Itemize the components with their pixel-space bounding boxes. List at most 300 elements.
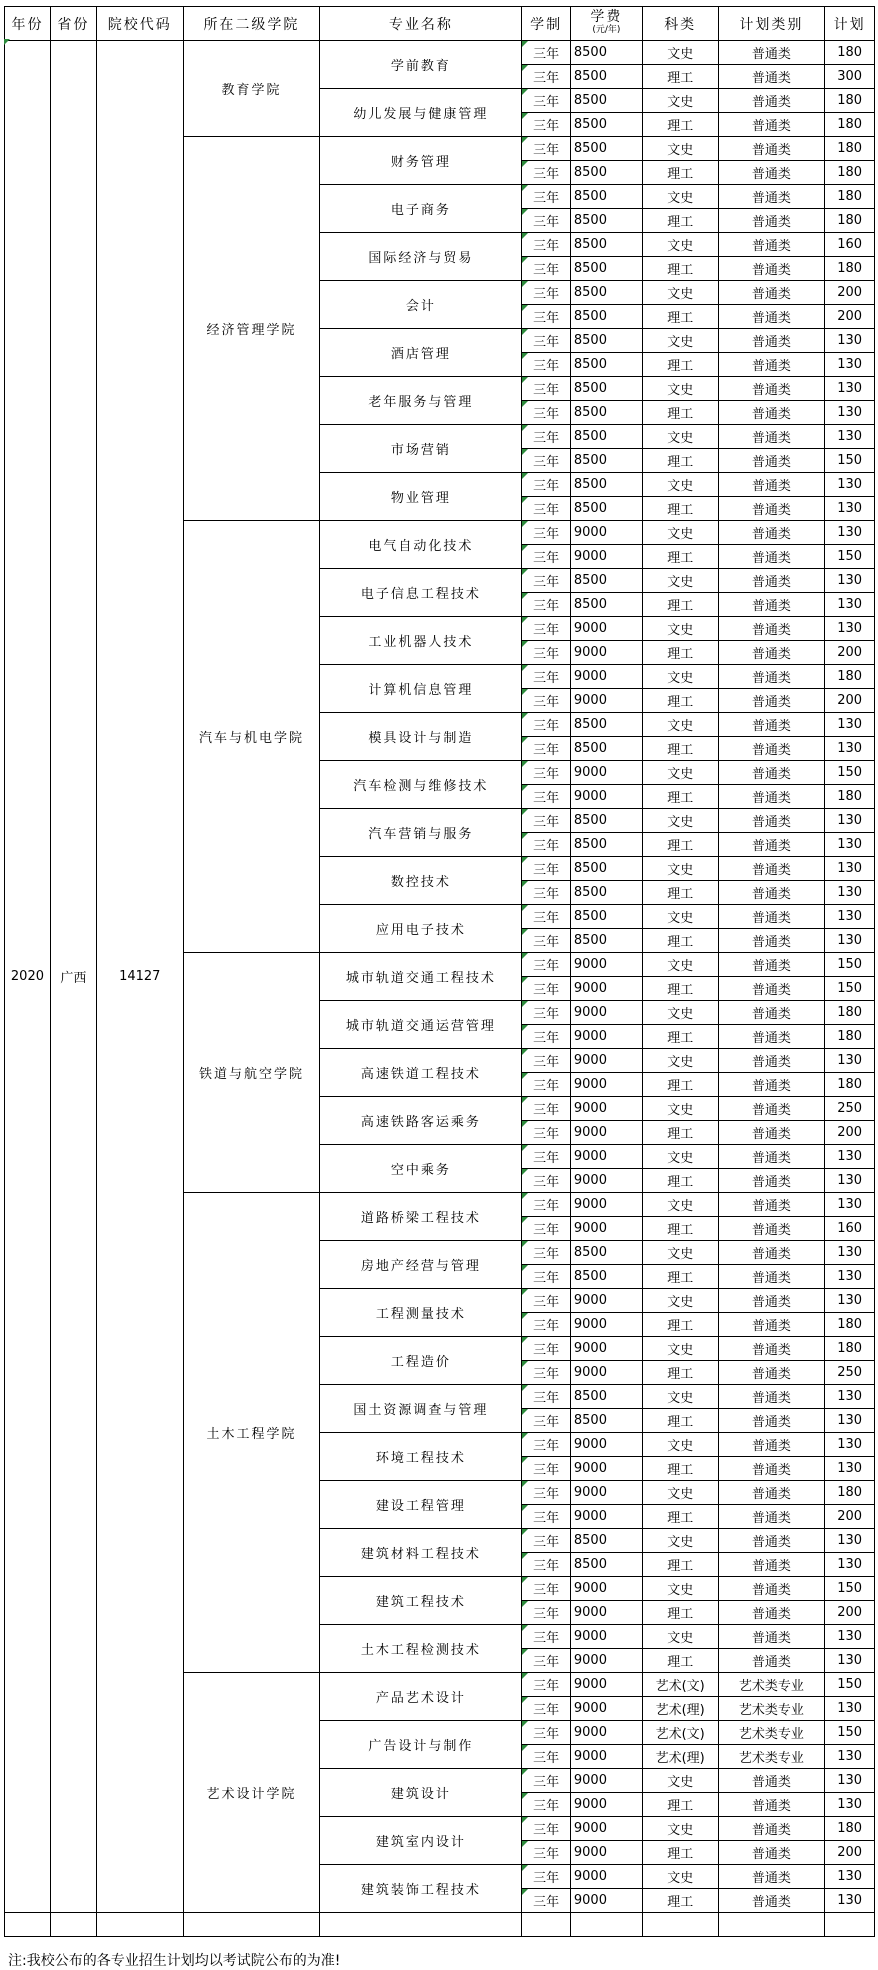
major-cell: 高速铁路客运乘务 [320,1097,522,1145]
plan-cell: 130 [825,857,875,881]
subject-cell: 理工 [642,1793,718,1817]
fee-cell: 8500 [570,1385,642,1409]
duration-cell: 三年 [522,353,570,377]
duration-cell: 三年 [522,737,570,761]
plan-type-cell: 普通类 [718,1289,825,1313]
header-subject: 科类 [642,7,718,41]
major-cell: 房地产经营与管理 [320,1241,522,1289]
plan-cell: 130 [825,1265,875,1289]
fee-cell: 8500 [570,425,642,449]
subject-cell: 艺术(理) [642,1697,718,1721]
major-cell: 电子商务 [320,185,522,233]
subject-cell: 理工 [642,1505,718,1529]
fee-cell: 8500 [570,569,642,593]
subject-cell: 艺术(文) [642,1673,718,1697]
subject-cell: 理工 [642,1169,718,1193]
fee-cell: 8500 [570,449,642,473]
fee-cell: 8500 [570,905,642,929]
plan-cell: 130 [825,1649,875,1673]
plan-type-cell: 普通类 [718,545,825,569]
plan-cell: 180 [825,785,875,809]
duration-cell: 三年 [522,1865,570,1889]
plan-type-cell: 普通类 [718,281,825,305]
header-plan: 计划 [825,7,875,41]
subject-cell: 理工 [642,1265,718,1289]
plan-cell: 200 [825,1841,875,1865]
header-duration: 学制 [522,7,570,41]
plan-type-cell: 普通类 [718,833,825,857]
major-cell: 工业机器人技术 [320,617,522,665]
duration-cell: 三年 [522,1121,570,1145]
subject-cell: 文史 [642,41,718,65]
subject-cell: 理工 [642,1313,718,1337]
plan-type-cell: 普通类 [718,137,825,161]
duration-cell: 三年 [522,1505,570,1529]
subject-cell: 文史 [642,281,718,305]
empty-cell [320,1913,522,1937]
plan-type-cell: 普通类 [718,1577,825,1601]
duration-cell: 三年 [522,449,570,473]
duration-cell: 三年 [522,593,570,617]
duration-cell: 三年 [522,977,570,1001]
fee-cell: 8500 [570,833,642,857]
plan-type-cell: 普通类 [718,209,825,233]
fee-cell: 9000 [570,977,642,1001]
major-cell: 国土资源调查与管理 [320,1385,522,1433]
college-cell: 土木工程学院 [183,1193,320,1673]
plan-cell: 200 [825,281,875,305]
duration-cell: 三年 [522,1481,570,1505]
plan-type-cell: 普通类 [718,497,825,521]
duration-cell: 三年 [522,953,570,977]
fee-cell: 9000 [570,1313,642,1337]
duration-cell: 三年 [522,905,570,929]
plan-cell: 130 [825,1745,875,1769]
duration-cell: 三年 [522,1697,570,1721]
duration-cell: 三年 [522,1073,570,1097]
plan-cell: 180 [825,665,875,689]
subject-cell: 理工 [642,161,718,185]
header-plan-type: 计划类别 [718,7,825,41]
subject-cell: 文史 [642,425,718,449]
header-major: 专业名称 [320,7,522,41]
plan-type-cell: 普通类 [718,329,825,353]
subject-cell: 文史 [642,1241,718,1265]
plan-type-cell: 普通类 [718,953,825,977]
fee-cell: 8500 [570,185,642,209]
plan-cell: 180 [825,1025,875,1049]
plan-type-cell: 普通类 [718,449,825,473]
fee-cell: 8500 [570,1529,642,1553]
fee-cell: 8500 [570,281,642,305]
subject-cell: 文史 [642,377,718,401]
empty-cell [96,1913,183,1937]
plan-cell: 130 [825,1145,875,1169]
subject-cell: 文史 [642,665,718,689]
plan-cell: 150 [825,1577,875,1601]
plan-type-cell: 普通类 [718,857,825,881]
plan-type-cell: 普通类 [718,737,825,761]
subject-cell: 理工 [642,1073,718,1097]
plan-type-cell: 普通类 [718,521,825,545]
plan-cell: 180 [825,1817,875,1841]
subject-cell: 理工 [642,1601,718,1625]
plan-cell: 130 [825,737,875,761]
duration-cell: 三年 [522,1769,570,1793]
subject-cell: 理工 [642,1121,718,1145]
plan-type-cell: 普通类 [718,929,825,953]
plan-type-cell: 普通类 [718,161,825,185]
major-cell: 电子信息工程技术 [320,569,522,617]
province-cell: 广西 [50,41,96,1913]
year-cell: 2020 [5,41,51,1913]
fee-cell: 9000 [570,1097,642,1121]
fee-cell: 8500 [570,929,642,953]
plan-type-cell: 普通类 [718,1457,825,1481]
duration-cell: 三年 [522,761,570,785]
plan-type-cell: 普通类 [718,1313,825,1337]
plan-cell: 130 [825,617,875,641]
fee-cell: 9000 [570,1577,642,1601]
plan-cell: 180 [825,257,875,281]
plan-type-cell: 普通类 [718,905,825,929]
plan-type-cell: 普通类 [718,1865,825,1889]
plan-type-cell: 普通类 [718,1361,825,1385]
plan-type-cell: 普通类 [718,1433,825,1457]
subject-cell: 理工 [642,977,718,1001]
fee-cell: 9000 [570,1841,642,1865]
plan-cell: 150 [825,1721,875,1745]
fee-cell: 8500 [570,137,642,161]
plan-type-cell: 普通类 [718,1649,825,1673]
duration-cell: 三年 [522,1841,570,1865]
subject-cell: 文史 [642,1769,718,1793]
plan-type-cell: 普通类 [718,1169,825,1193]
plan-cell: 150 [825,761,875,785]
header-fee-unit: (元/年) [592,24,621,35]
plan-type-cell: 普通类 [718,1529,825,1553]
fee-cell: 9000 [570,1889,642,1913]
plan-cell: 130 [825,1889,875,1913]
plan-type-cell: 普通类 [718,233,825,257]
subject-cell: 理工 [642,401,718,425]
plan-cell: 130 [825,473,875,497]
fee-cell: 8500 [570,89,642,113]
major-cell: 工程造价 [320,1337,522,1385]
plan-cell: 160 [825,1217,875,1241]
fee-cell: 9000 [570,1481,642,1505]
duration-cell: 三年 [522,377,570,401]
fee-cell: 9000 [570,1817,642,1841]
plan-type-cell: 普通类 [718,1049,825,1073]
subject-cell: 理工 [642,833,718,857]
fee-cell: 9000 [570,665,642,689]
plan-cell: 180 [825,1073,875,1097]
plan-cell: 130 [825,1529,875,1553]
plan-type-cell: 普通类 [718,1097,825,1121]
subject-cell: 理工 [642,1841,718,1865]
subject-cell: 理工 [642,1553,718,1577]
fee-cell: 9000 [570,1145,642,1169]
major-cell: 建筑设计 [320,1769,522,1817]
subject-cell: 文史 [642,1385,718,1409]
plan-type-cell: 普通类 [718,1337,825,1361]
plan-type-cell: 艺术类专业 [718,1673,825,1697]
plan-type-cell: 普通类 [718,1241,825,1265]
subject-cell: 文史 [642,1481,718,1505]
major-cell: 幼儿发展与健康管理 [320,89,522,137]
plan-cell: 130 [825,521,875,545]
plan-cell: 130 [825,1385,875,1409]
fee-cell: 8500 [570,473,642,497]
fee-cell: 8500 [570,1241,642,1265]
fee-cell: 8500 [570,737,642,761]
plan-cell: 200 [825,1505,875,1529]
fee-cell: 9000 [570,1673,642,1697]
plan-type-cell: 普通类 [718,1265,825,1289]
plan-type-cell: 艺术类专业 [718,1697,825,1721]
plan-cell: 150 [825,449,875,473]
fee-cell: 9000 [570,1505,642,1529]
subject-cell: 文史 [642,1145,718,1169]
empty-cell [50,1913,96,1937]
admission-plan-table [4,6,875,1937]
duration-cell: 三年 [522,1721,570,1745]
plan-type-cell: 普通类 [718,1769,825,1793]
fee-cell: 9000 [570,1049,642,1073]
major-cell: 市场营销 [320,425,522,473]
subject-cell: 理工 [642,305,718,329]
header-fee [570,7,642,41]
duration-cell: 三年 [522,89,570,113]
duration-cell: 三年 [522,1265,570,1289]
subject-cell: 文史 [642,1193,718,1217]
fee-cell: 9000 [570,1865,642,1889]
subject-cell: 文史 [642,1337,718,1361]
fee-cell: 9000 [570,1193,642,1217]
duration-cell: 三年 [522,1553,570,1577]
plan-cell: 130 [825,1793,875,1817]
header-school-code: 院校代码 [96,7,183,41]
major-cell: 工程测量技术 [320,1289,522,1337]
plan-type-cell: 普通类 [718,425,825,449]
duration-cell: 三年 [522,1385,570,1409]
duration-cell: 三年 [522,1097,570,1121]
major-cell: 学前教育 [320,41,522,89]
plan-cell: 130 [825,713,875,737]
plan-type-cell: 普通类 [718,689,825,713]
major-cell: 国际经济与贸易 [320,233,522,281]
duration-cell: 三年 [522,1169,570,1193]
duration-cell: 三年 [522,833,570,857]
subject-cell: 文史 [642,1817,718,1841]
major-cell: 会计 [320,281,522,329]
fee-cell: 9000 [570,1457,642,1481]
duration-cell: 三年 [522,665,570,689]
plan-cell: 250 [825,1097,875,1121]
table-row-empty [5,1913,875,1937]
empty-cell [570,1913,642,1937]
fee-cell: 8500 [570,113,642,137]
plan-type-cell: 普通类 [718,257,825,281]
fee-cell: 8500 [570,497,642,521]
plan-cell: 130 [825,329,875,353]
major-cell: 数控技术 [320,857,522,905]
major-cell: 电气自动化技术 [320,521,522,569]
fee-cell: 8500 [570,857,642,881]
duration-cell: 三年 [522,1409,570,1433]
plan-type-cell: 普通类 [718,1025,825,1049]
duration-cell: 三年 [522,617,570,641]
duration-cell: 三年 [522,41,570,65]
fee-cell: 8500 [570,593,642,617]
subject-cell: 理工 [642,1409,718,1433]
fee-cell: 9000 [570,1217,642,1241]
fee-cell: 8500 [570,713,642,737]
footnote: 注:我校公布的各专业招生计划均以考试院公布的为准! [8,1953,341,1969]
plan-type-cell: 普通类 [718,353,825,377]
plan-cell: 130 [825,1697,875,1721]
plan-cell: 200 [825,1601,875,1625]
subject-cell: 理工 [642,113,718,137]
major-cell: 模具设计与制造 [320,713,522,761]
fee-cell: 9000 [570,1433,642,1457]
plan-type-cell: 普通类 [718,977,825,1001]
subject-cell: 理工 [642,65,718,89]
subject-cell: 文史 [642,857,718,881]
plan-type-cell: 普通类 [718,41,825,65]
major-cell: 老年服务与管理 [320,377,522,425]
subject-cell: 文史 [642,185,718,209]
duration-cell: 三年 [522,1601,570,1625]
fee-cell: 9000 [570,545,642,569]
plan-type-cell: 普通类 [718,1601,825,1625]
duration-cell: 三年 [522,929,570,953]
duration-cell: 三年 [522,713,570,737]
subject-cell: 理工 [642,1649,718,1673]
plan-type-cell: 普通类 [718,1409,825,1433]
fee-cell: 8500 [570,209,642,233]
plan-type-cell: 普通类 [718,305,825,329]
plan-type-cell: 普通类 [718,65,825,89]
plan-cell: 130 [825,1457,875,1481]
duration-cell: 三年 [522,1049,570,1073]
fee-cell: 9000 [570,1289,642,1313]
plan-cell: 180 [825,1001,875,1025]
major-cell: 建筑室内设计 [320,1817,522,1865]
subject-cell: 文史 [642,1433,718,1457]
subject-cell: 文史 [642,1001,718,1025]
fee-cell: 9000 [570,1721,642,1745]
plan-cell: 180 [825,89,875,113]
empty-cell [5,1913,51,1937]
major-cell: 应用电子技术 [320,905,522,953]
plan-type-cell: 普通类 [718,1121,825,1145]
fee-cell: 9000 [570,617,642,641]
plan-cell: 130 [825,593,875,617]
plan-cell: 130 [825,1193,875,1217]
plan-cell: 200 [825,1121,875,1145]
empty-cell [718,1913,825,1937]
major-cell: 道路桥梁工程技术 [320,1193,522,1241]
plan-cell: 180 [825,1337,875,1361]
subject-cell: 文史 [642,521,718,545]
subject-cell: 文史 [642,1289,718,1313]
plan-cell: 200 [825,641,875,665]
header-fee-label: 学费 [590,8,623,25]
subject-cell: 文史 [642,953,718,977]
duration-cell: 三年 [522,1457,570,1481]
plan-type-cell: 普通类 [718,473,825,497]
header-year: 年份 [5,7,51,41]
fee-cell: 8500 [570,809,642,833]
duration-cell: 三年 [522,1433,570,1457]
duration-cell: 三年 [522,161,570,185]
subject-cell: 文史 [642,1529,718,1553]
fee-cell: 8500 [570,305,642,329]
duration-cell: 三年 [522,1193,570,1217]
subject-cell: 理工 [642,1025,718,1049]
subject-cell: 理工 [642,1217,718,1241]
plan-type-cell: 普通类 [718,593,825,617]
fee-cell: 9000 [570,1001,642,1025]
plan-cell: 180 [825,209,875,233]
plan-type-cell: 普通类 [718,617,825,641]
subject-cell: 文史 [642,1049,718,1073]
subject-cell: 文史 [642,809,718,833]
plan-cell: 130 [825,353,875,377]
fee-cell: 9000 [570,1769,642,1793]
fee-cell: 9000 [570,953,642,977]
duration-cell: 三年 [522,1577,570,1601]
duration-cell: 三年 [522,1217,570,1241]
duration-cell: 三年 [522,401,570,425]
fee-cell: 8500 [570,257,642,281]
duration-cell: 三年 [522,1625,570,1649]
duration-cell: 三年 [522,233,570,257]
major-cell: 建设工程管理 [320,1481,522,1529]
duration-cell: 三年 [522,113,570,137]
subject-cell: 文史 [642,473,718,497]
plan-cell: 200 [825,305,875,329]
fee-cell: 9000 [570,1697,642,1721]
plan-type-cell: 普通类 [718,113,825,137]
subject-cell: 理工 [642,1457,718,1481]
plan-type-cell: 普通类 [718,1841,825,1865]
fee-cell: 8500 [570,41,642,65]
duration-cell: 三年 [522,1889,570,1913]
plan-cell: 250 [825,1361,875,1385]
fee-cell: 8500 [570,161,642,185]
college-cell: 铁道与航空学院 [183,953,320,1193]
plan-cell: 130 [825,1625,875,1649]
major-cell: 城市轨道交通工程技术 [320,953,522,1001]
subject-cell: 文史 [642,233,718,257]
plan-type-cell: 普通类 [718,1217,825,1241]
plan-cell: 180 [825,41,875,65]
plan-type-cell: 普通类 [718,785,825,809]
fee-cell: 8500 [570,353,642,377]
subject-cell: 理工 [642,785,718,809]
fee-cell: 9000 [570,1073,642,1097]
major-cell: 城市轨道交通运营管理 [320,1001,522,1049]
duration-cell: 三年 [522,1145,570,1169]
fee-cell: 8500 [570,329,642,353]
fee-cell: 8500 [570,1265,642,1289]
plan-type-cell: 普通类 [718,569,825,593]
duration-cell: 三年 [522,1673,570,1697]
duration-cell: 三年 [522,1289,570,1313]
